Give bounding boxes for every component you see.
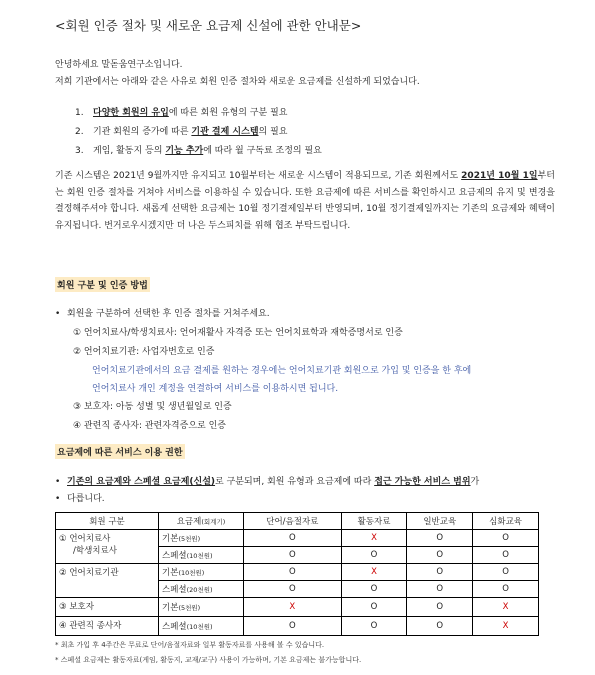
member-type-cell — [56, 617, 159, 636]
header-col: 단어/음절자료 — [244, 513, 342, 530]
plan-label: 스페셜 — [162, 551, 187, 561]
reason-bold: 기관 결제 시스템 — [191, 127, 259, 137]
table-row — [56, 564, 539, 581]
access-granted-mark: O — [341, 598, 407, 617]
access-granted-mark: O — [407, 598, 473, 617]
plan-cell — [159, 564, 244, 581]
access-granted-mark: O — [244, 530, 342, 547]
membership-lead: • 회원을 구분하여 선택한 후 인증 절차를 거쳐주세요. — [55, 305, 555, 324]
plan-label: 스페셜 — [162, 585, 187, 595]
paragraph-date: 2021년 10월 1일 — [461, 171, 538, 181]
access-granted-mark: O — [473, 581, 539, 598]
reason-list — [55, 104, 555, 161]
member-type-label: ① 언어치료사 — [59, 534, 111, 544]
reason-bold: 다양한 회원의 유입 — [93, 108, 169, 118]
membership-item: ④ 관련직 종사자: 관련자격증으로 인증 — [73, 421, 226, 431]
membership-item: ② 언어치료기관: 사업자번호로 인증 — [73, 347, 215, 357]
access-denied-mark: X — [473, 617, 539, 636]
access-denied-mark: X — [244, 598, 342, 617]
reason-text: 에 따라 월 구독료 조정의 필요 — [203, 146, 322, 156]
access-granted-mark: O — [473, 564, 539, 581]
plan-label: 스페셜 — [162, 622, 187, 632]
header-plan-sub: (회계기) — [201, 518, 226, 526]
intro — [55, 57, 555, 91]
access-denied-mark: X — [341, 564, 407, 581]
paragraph-text: 부터는 회원 인증 절차를 거쳐야 서비스를 이용하실 수 있습니다. 또한 요금제에 따른 서비스를 확인하시고 요금제의 유지 및 변경을 결정해주셔야 합니다. 새롭게 선택한 요금제는 10월 정기결제일부터 반영되며, 10월 정기결제일까지는 기존의 요금제와 혜택이 유지됩니다. 번거로우시겠지만 더 나은 두스피치를 위해 협조 부탁드립니다. — [55, 171, 555, 231]
plan-table — [55, 512, 539, 636]
access-granted-mark: O — [341, 547, 407, 564]
plan-cell — [159, 530, 244, 547]
plan-price: (5천원) — [178, 604, 201, 612]
table-row — [56, 530, 539, 547]
header-plan — [159, 513, 244, 530]
access-granted-mark: O — [341, 617, 407, 636]
access-denied-mark: X — [473, 598, 539, 617]
header-col: 심화교육 — [473, 513, 539, 530]
member-type-label: ③ 보호자 — [59, 602, 94, 612]
page-title: <회원 인증 절차 및 새로운 요금제 신설에 관한 안내문> — [55, 18, 362, 33]
reason-text: 게임, 활동지 등의 — [93, 146, 166, 156]
access-granted-mark: O — [244, 617, 342, 636]
plan-price: (5천원) — [178, 535, 201, 543]
member-type-label: /학생치료사 — [73, 546, 117, 556]
institution-note: 언어치료기관에서의 요금 결제를 원하는 경우에는 언어치료기관 회원으로 가입 및 인증을 한 후에 — [92, 366, 472, 376]
plan-price: (10천원) — [186, 623, 213, 631]
header-member: 회원 구분 — [56, 513, 159, 530]
member-type-cell — [56, 530, 159, 564]
plan-cell — [159, 617, 244, 636]
reason-text: 의 필요 — [258, 127, 288, 137]
body-paragraph — [55, 168, 555, 234]
access-granted-mark: O — [473, 530, 539, 547]
plans-lead-text: 가 — [470, 477, 480, 487]
plan-price: (10천원) — [186, 552, 213, 560]
header-plan-label: 요금제 — [176, 517, 202, 527]
access-granted-mark: O — [244, 581, 342, 598]
table-header-row — [56, 513, 539, 530]
membership-item: ① 언어치료사/학생치료사: 언어재활사 자격증 또는 언어치료학과 재학증명서로 인증 — [73, 328, 403, 338]
membership-list — [55, 305, 555, 436]
plans-lead-line — [55, 474, 555, 491]
header-col: 활동자료 — [341, 513, 407, 530]
footnotes — [55, 638, 361, 668]
member-type-label: ④ 관련직 종사자 — [59, 621, 122, 631]
section-heading-plans: 요금제에 따른 서비스 이용 권한 — [55, 444, 185, 459]
intro-line-1: 안녕하세요 말돋움연구소입니다. — [55, 60, 183, 70]
table-row — [56, 598, 539, 617]
access-denied-mark: X — [341, 530, 407, 547]
plans-lead-line-2 — [55, 491, 555, 508]
intro-line-2: 저희 기관에서는 아래와 같은 사유로 회원 인증 절차와 새로운 요금제를 신설하게 되었습니다. — [55, 77, 420, 87]
member-type-cell — [56, 598, 159, 617]
access-granted-mark: O — [407, 547, 473, 564]
access-granted-mark: O — [473, 547, 539, 564]
section-heading-membership: 회원 구분 및 인증 방법 — [55, 277, 150, 292]
member-type-label: ② 언어치료기관 — [59, 568, 119, 578]
access-granted-mark: O — [407, 530, 473, 547]
header-col: 일반교육 — [407, 513, 473, 530]
access-granted-mark: O — [407, 617, 473, 636]
member-type-cell — [56, 564, 159, 598]
access-granted-mark: O — [244, 564, 342, 581]
plan-cell — [159, 581, 244, 598]
reason-item — [55, 104, 555, 123]
plans-lead — [55, 474, 555, 508]
access-granted-mark: O — [407, 564, 473, 581]
reason-item — [55, 123, 555, 142]
plan-cell — [159, 547, 244, 564]
reason-number: 3. — [75, 146, 84, 156]
plans-lead-text: 다릅니다. — [67, 494, 105, 504]
membership-item: ③ 보호자: 아동 성별 및 생년월일로 인증 — [73, 402, 232, 412]
reason-number: 1. — [75, 108, 84, 118]
plan-label: 기본 — [162, 534, 179, 544]
plan-label: 기본 — [162, 603, 179, 613]
access-granted-mark: O — [407, 581, 473, 598]
plans-lead-text: 로 구분되며, 회원 유형과 요금제에 따라 — [215, 477, 375, 487]
table-row — [56, 617, 539, 636]
footnote: * 스페셜 요금제는 활동자료(게임, 활동지, 교재/교구) 사용이 가능하며, 기본 요금제는 불가능합니다. — [55, 656, 362, 664]
reason-text: 에 따른 회원 유형의 구분 필요 — [168, 108, 288, 118]
plans-lead-bold: 접근 가능한 서비스 범위 — [374, 477, 471, 487]
reason-item — [55, 142, 555, 161]
institution-note: 언어치료사 개인 계정을 연결하여 서비스를 이용하시면 됩니다. — [92, 384, 339, 394]
access-granted-mark: O — [244, 547, 342, 564]
reason-number: 2. — [75, 127, 84, 137]
paragraph-text: 기존 시스템은 2021년 9월까지만 유지되고 10월부터는 새로운 시스템이 적용되므로, 기존 회원께서도 — [55, 171, 462, 181]
plan-price: (20천원) — [186, 586, 213, 594]
plans-lead-bold: 기존의 요금제와 스페셜 요금제(신설) — [67, 477, 216, 487]
plan-label: 기본 — [162, 568, 179, 578]
access-granted-mark: O — [341, 581, 407, 598]
reason-bold: 기능 추가 — [165, 146, 204, 156]
reason-text: 기관 회원의 증가에 따른 — [93, 127, 192, 137]
plan-price: (10천원) — [178, 569, 205, 577]
footnote: * 최초 가입 후 4주간은 무료로 단어/음절자료와 일부 활동자료를 사용해 볼 수 있습니다. — [55, 641, 325, 649]
plan-cell — [159, 598, 244, 617]
